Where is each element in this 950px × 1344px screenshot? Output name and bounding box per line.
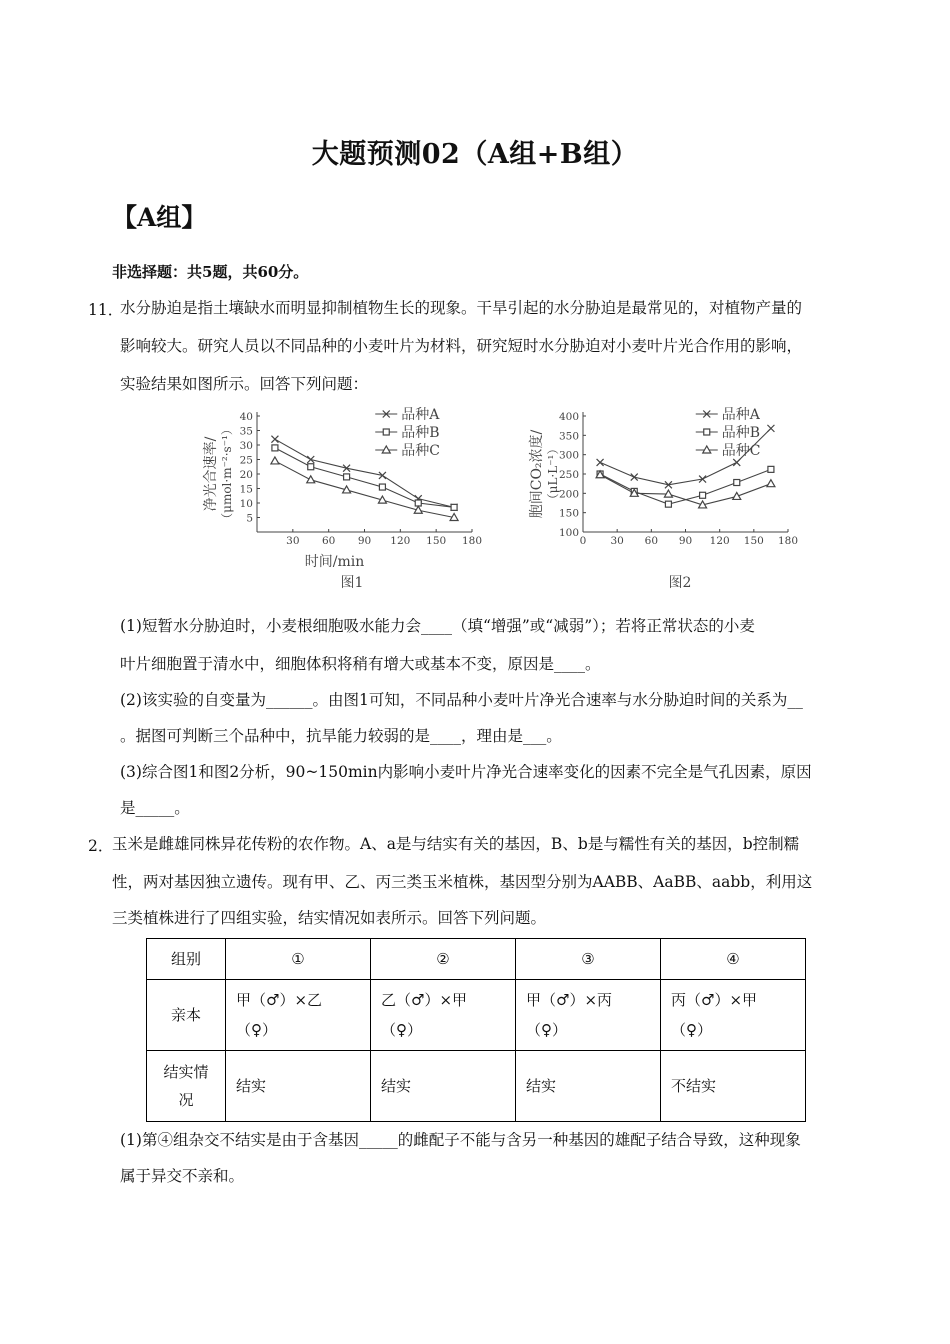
table-cell: 结实: [371, 1051, 516, 1122]
table-cell: [226, 980, 371, 1051]
y-tick-label: 100: [558, 527, 579, 539]
x-tick-label: 60: [644, 535, 659, 547]
data-point-x-marker: [767, 425, 774, 432]
subquestion-text: (2)该实验的自变量为______。由图1可知，不同品种小麦叶片净光合速率与水分胁迫时间的关系为__: [120, 691, 803, 709]
question-text: 实验结果如图所示。回答下列问题：: [120, 375, 369, 393]
question-number: 11．: [88, 301, 124, 319]
parent-cross-line: 甲（♂）×乙: [236, 991, 323, 1009]
data-point-triangle-marker: [271, 457, 279, 464]
y-tick-label: 150: [558, 507, 579, 520]
data-point-triangle-marker: [307, 476, 315, 483]
data-point-square-marker: [734, 480, 740, 486]
x-tick-label: 180: [461, 535, 483, 547]
table-row: [147, 1051, 806, 1122]
data-point-square-marker: [700, 492, 706, 498]
y-tick-label: 400: [558, 411, 579, 423]
table-row-label: 亲本: [147, 980, 226, 1051]
series-line: [600, 469, 771, 504]
y-tick-label: 35: [239, 425, 253, 438]
legend-label: 品种C: [401, 443, 440, 459]
x-tick-label: 120: [709, 535, 730, 547]
y-tick-label: 300: [558, 449, 579, 462]
table-header-cell: ②: [371, 939, 516, 980]
table-header-row: [147, 939, 806, 980]
x-tick-label: 60: [321, 535, 336, 547]
data-point-square-marker: [451, 504, 457, 510]
x-tick-label: 90: [678, 535, 693, 547]
legend-label: 品种C: [721, 443, 761, 459]
subquestion-text: 叶片细胞置于清水中，细胞体积将稍有增大或基本不变，原因是____。: [120, 655, 601, 673]
x-tick-label: 90: [357, 535, 372, 547]
row-label-line: 况: [178, 1091, 194, 1109]
y-tick-label: 30: [239, 440, 253, 452]
x-tick-label: 120: [390, 535, 411, 547]
data-point-triangle-marker: [767, 480, 775, 487]
table-cell: [661, 980, 806, 1051]
y-axis-title: 胞间CO₂浓度/: [529, 429, 545, 519]
y-tick-label: 10: [239, 498, 253, 510]
data-point-x-marker: [733, 459, 740, 466]
x-tick-label: 150: [426, 535, 447, 547]
x-tick-label: 180: [777, 535, 799, 547]
results-table: [146, 938, 806, 1122]
y-tick-label: 350: [558, 430, 579, 443]
data-point-square-marker: [344, 474, 350, 480]
data-point-square-marker: [308, 464, 314, 470]
figure-charts: [182, 400, 812, 600]
question-number: 2．: [88, 837, 114, 855]
row-label-line: 结实情: [163, 1063, 209, 1081]
y-tick-label: 15: [239, 483, 253, 496]
table-header-cell: ①: [226, 939, 371, 980]
parent-cross-line: （♀）: [526, 1021, 567, 1039]
question-text: 玉米是雌雄同株异花传粉的农作物。A、a是与结实有关的基因，B、b是与糯性有关的基因，b控制糯: [112, 835, 800, 853]
figure-caption: 图2: [668, 575, 692, 591]
x-tick-label: 30: [286, 535, 300, 547]
data-point-x-marker: [307, 456, 314, 463]
intro-text: 非选择题：共5题，共60分。: [112, 263, 309, 281]
question-text: 三类植株进行了四组实验，结实情况如表所示。回答下列问题。: [112, 909, 547, 927]
chart-figure-1: [202, 407, 482, 591]
subquestion-text: 。据图可判断三个品种中，抗旱能力较弱的是____，理由是___。: [120, 727, 562, 745]
legend-label: 品种B: [401, 425, 440, 441]
x-tick-label: 0: [579, 535, 587, 547]
table-header-cell: 组别: [147, 939, 226, 980]
y-tick-label: 200: [558, 488, 579, 501]
section-heading: 【A组】: [112, 203, 207, 232]
data-point-square-marker: [383, 429, 389, 435]
x-tick-label: 150: [743, 535, 764, 547]
parent-cross-line: （♀）: [381, 1021, 422, 1039]
parent-cross-line: 丙（♂）×甲: [671, 991, 758, 1009]
data-point-square-marker: [704, 429, 710, 435]
data-point-square-marker: [665, 501, 671, 507]
data-point-square-marker: [379, 484, 385, 490]
series-line: [275, 461, 454, 518]
subquestion-text: 属于异交不亲和。: [120, 1167, 245, 1185]
x-axis-label: 时间/min: [304, 554, 365, 570]
question-text: 影响较大。研究人员以不同品种的小麦叶片为材料，研究短时水分胁迫对小麦叶片光合作用的影响，: [120, 337, 803, 355]
table-cell: 不结实: [661, 1051, 806, 1122]
subquestion-text: (1)第④组杂交不结实是由于含基因_____的雌配子不能与含另一种基因的雄配子结合导致，这种现象: [120, 1131, 801, 1149]
y-axis-label: [528, 429, 560, 518]
y-axis-label: [202, 423, 234, 525]
question-text: 水分胁迫是指土壤缺水而明显抑制植物生长的现象。干旱引起的水分胁迫是最常见的，对植物产量的: [120, 299, 803, 317]
question-text: 性，两对基因独立遗传。现有甲、乙、丙三类玉米植株，基因型分别为AABB、AaBB、aabb，利用这: [112, 873, 813, 891]
parent-cross-line: 乙（♂）×甲: [381, 991, 468, 1009]
y-axis-unit: （μL·L⁻¹）: [546, 442, 560, 506]
data-point-x-marker: [271, 436, 278, 443]
table-header-cell: ④: [661, 939, 806, 980]
subquestion-text: (1)短暂水分胁迫时，小麦根细胞吸水能力会____（填“增强”或“减弱”）；若将正常状态的小麦: [120, 617, 755, 635]
y-axis-title: 净光合速率/: [203, 436, 219, 512]
figure-caption: 图1: [340, 575, 364, 591]
legend-label: 品种A: [401, 407, 440, 423]
document-title: 大题预测02（A组+B组）: [311, 139, 639, 170]
parent-cross-line: （♀）: [671, 1021, 712, 1039]
table-cell: 结实: [226, 1051, 371, 1122]
y-tick-label: 5: [246, 512, 253, 525]
y-tick-label: 25: [239, 454, 253, 467]
data-point-square-marker: [768, 466, 774, 472]
table-cell: [516, 980, 661, 1051]
parent-cross-line: （♀）: [236, 1021, 277, 1039]
y-tick-label: 40: [239, 411, 253, 423]
table-header-cell: ③: [516, 939, 661, 980]
subquestion-text: (3)综合图1和图2分析，90~150min内影响小麦叶片净光合速率变化的因素不完全是气孔因素，原因: [120, 763, 812, 781]
table-cell: [371, 980, 516, 1051]
data-point-x-marker: [597, 459, 604, 466]
legend-label: 品种A: [721, 407, 760, 423]
subquestion-text: 是_____。: [120, 799, 190, 817]
parent-cross-line: 甲（♂）×丙: [526, 991, 613, 1009]
table-row: [147, 980, 806, 1051]
legend-label: 品种B: [721, 425, 761, 441]
chart-figure-2: [528, 407, 798, 591]
y-tick-label: 250: [558, 469, 579, 481]
y-axis-unit: （μmol·m⁻²·s⁻¹）: [220, 423, 234, 525]
data-point-square-marker: [272, 445, 278, 451]
x-tick-label: 30: [610, 535, 624, 547]
table-row-label: [147, 1051, 226, 1122]
y-tick-label: 20: [239, 469, 253, 481]
table-cell: 结实: [516, 1051, 661, 1122]
